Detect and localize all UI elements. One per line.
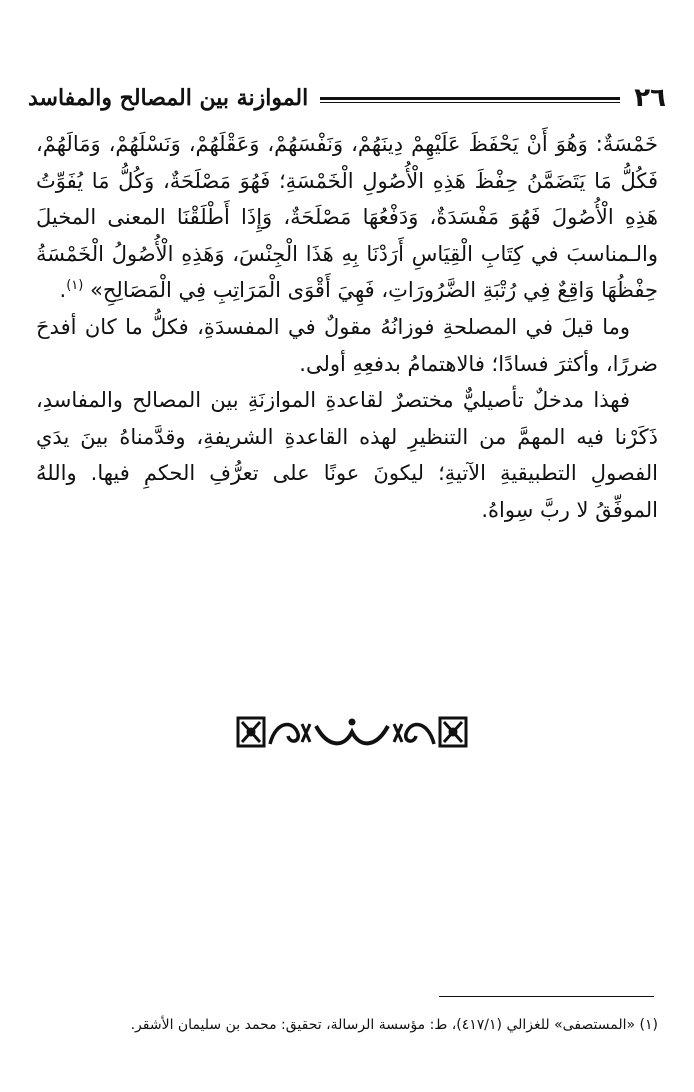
header-rule [320, 97, 620, 103]
paragraph-quote [36, 126, 658, 309]
footnote-reference: (١) [66, 278, 84, 294]
running-header [28, 72, 666, 112]
section-ornament [236, 712, 468, 752]
paragraph-3: فهذا مدخلٌ تأصيليٌّ مختصرٌ لقاعدةِ الموازنَةِ بين المصالح والمفاسدِ، ذَكَرْنا فيه المهمَّ من التنظيرِ لهذه القاعدةِ الشريفةِ، وقدَّمناهُ بينَ يدَي الفصولِ التطبيقيةِ الآتيةِ؛ ليكونَ عونًا على تعرُّفِ الحكمِ فيها. واللهُ الموفِّقُ لا ربَّ سِواهُ. [36, 388, 658, 522]
footnote-separator [439, 996, 654, 997]
footnote-1: (١) «المستصفى» للغزالي (٤١٧/١)، ط: مؤسسة الرسالة، تحقيق: محمد بن سليمان الأشقر. [130, 1017, 658, 1033]
paragraph-quote-text: خَمْسَةٌ: وَهُوَ أَنْ يَحْفَظَ عَلَيْهِمْ دِينَهُمْ، وَنَفْسَهُمْ، وَعَقْلَهُمْ، وَنَسْلَهُمْ، وَمَالَهُمْ، فَكُلُّ مَا يَتَضَمَّنُ حِفْظَ هَذِهِ الْأُصُولِ الْخَمْسَةِ؛ فَهُوَ مَصْلَحَةٌ، وَكُلُّ مَا يُفَوِّتُ هَذِهِ الْأُصُولَ فَهُوَ مَفْسَدَةٌ، وَدَفْعُهَا مَصْلَحَةٌ، وَإِذَا أَطْلَقْنَا المعنى المخيلَ والـمناسبَ في كِتَابِ الْقِيَاسِ أَرَدْنَا بِهِ هَذَا الْجِنْسَ، وَهَذِهِ الْأُصُولُ الْخَمْسَةُ حِفْظُهَا وَاقِعٌ فِي رُتْبَةِ الضَّرُورَاتِ، فَهِيَ أَقْوَى الْمَرَاتِبِ فِي الْمَصَالِحِ» [36, 132, 658, 303]
running-title: الموازنة بين المصالح والمفاسد [28, 85, 309, 111]
paragraph-2: وما قيلَ في المصلحةِ فوزانُهُ مقولٌ في المفسدَةِ، فكلُّ ما كان أفدحَ ضررًا، وأكثرَ فسادًا؛ فالاهتمامُ بدفعِهِ أولى. [36, 314, 658, 376]
quote-end-mark: . [59, 278, 67, 303]
body-text [36, 126, 658, 529]
page-number: ٢٦ [634, 83, 666, 113]
